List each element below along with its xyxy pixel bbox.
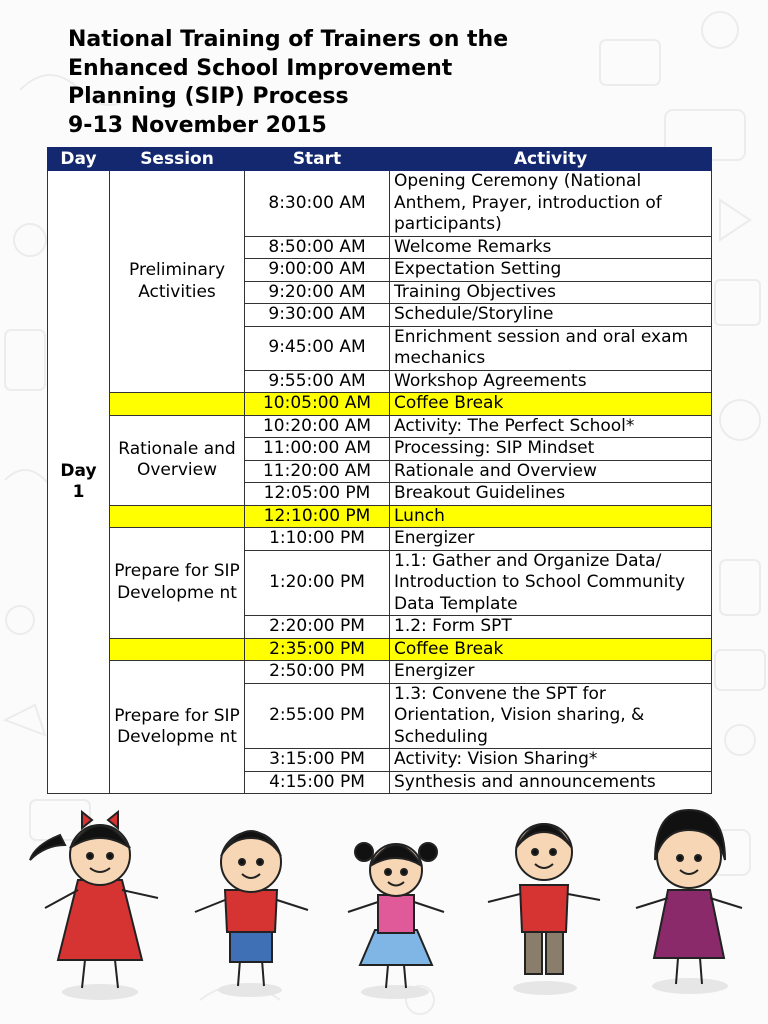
activity-cell: Expectation Setting bbox=[390, 259, 712, 282]
start-cell: 9:55:00 AM bbox=[245, 370, 390, 393]
header-session: Session bbox=[110, 148, 245, 171]
children-illustration bbox=[0, 790, 768, 1024]
title-line-4: 9-13 November 2015 bbox=[68, 112, 327, 138]
header-day: Day bbox=[48, 148, 110, 171]
start-cell: 3:15:00 PM bbox=[245, 749, 390, 772]
activity-cell: 1.2: Form SPT bbox=[390, 616, 712, 639]
start-cell: 9:45:00 AM bbox=[245, 326, 390, 370]
start-cell: 11:00:00 AM bbox=[245, 438, 390, 461]
session-prepare-1: Prepare for SIP Developme nt bbox=[110, 528, 245, 639]
activity-cell: Enrichment session and oral exam mechanics bbox=[390, 326, 712, 370]
day-label: Day bbox=[60, 460, 97, 481]
start-cell: 12:05:00 PM bbox=[245, 483, 390, 506]
session-preliminary: Preliminary Activities bbox=[110, 171, 245, 393]
table-row bbox=[48, 171, 712, 237]
session-blank-cell bbox=[110, 505, 245, 528]
activity-cell: Lunch bbox=[390, 505, 712, 528]
break-row bbox=[48, 638, 712, 661]
schedule-table bbox=[47, 147, 712, 794]
kid-girl-purple-dress bbox=[636, 810, 742, 984]
activity-cell: Schedule/Storyline bbox=[390, 304, 712, 327]
activity-cell: Coffee Break bbox=[390, 393, 712, 416]
start-cell: 9:00:00 AM bbox=[245, 259, 390, 282]
table-header-row bbox=[48, 148, 712, 171]
start-cell: 8:30:00 AM bbox=[245, 171, 390, 237]
activity-cell: Activity: Vision Sharing* bbox=[390, 749, 712, 772]
start-cell: 2:35:00 PM bbox=[245, 638, 390, 661]
start-cell: 2:50:00 PM bbox=[245, 661, 390, 684]
activity-cell: Energizer bbox=[390, 661, 712, 684]
title-line-1: National Training of Trainers on the bbox=[68, 27, 509, 52]
start-cell: 9:30:00 AM bbox=[245, 304, 390, 327]
start-cell: 4:15:00 PM bbox=[245, 771, 390, 794]
table-row bbox=[48, 415, 712, 438]
activity-cell: Processing: SIP Mindset bbox=[390, 438, 712, 461]
table-row bbox=[48, 528, 712, 551]
start-cell: 10:05:00 AM bbox=[245, 393, 390, 416]
title-line-2: Enhanced School Improvement bbox=[68, 55, 453, 81]
start-cell: 2:20:00 PM bbox=[245, 616, 390, 639]
activity-cell: Workshop Agreements bbox=[390, 370, 712, 393]
start-cell: 10:20:00 AM bbox=[245, 415, 390, 438]
activity-cell: Training Objectives bbox=[390, 281, 712, 304]
document-title bbox=[68, 26, 708, 140]
start-cell: 8:50:00 AM bbox=[245, 236, 390, 259]
start-cell: 9:20:00 AM bbox=[245, 281, 390, 304]
activity-cell: Coffee Break bbox=[390, 638, 712, 661]
kid-boy-grey-pants bbox=[488, 824, 600, 974]
activity-cell: Synthesis and announcements bbox=[390, 771, 712, 794]
session-rationale: Rationale and Overview bbox=[110, 415, 245, 505]
activity-cell: Welcome Remarks bbox=[390, 236, 712, 259]
header-activity: Activity bbox=[390, 148, 712, 171]
break-row bbox=[48, 393, 712, 416]
activity-cell: Opening Ceremony (National Anthem, Prayer, introduction of participants) bbox=[390, 171, 712, 237]
start-cell: 12:10:00 PM bbox=[245, 505, 390, 528]
session-blank-cell bbox=[110, 393, 245, 416]
break-row bbox=[48, 505, 712, 528]
start-cell: 2:55:00 PM bbox=[245, 683, 390, 749]
day-cell bbox=[48, 171, 110, 794]
table-row bbox=[48, 661, 712, 684]
day-number: 1 bbox=[72, 482, 85, 502]
start-cell: 1:20:00 PM bbox=[245, 550, 390, 616]
header-start: Start bbox=[245, 148, 390, 171]
session-prepare-2: Prepare for SIP Developme nt bbox=[110, 661, 245, 794]
start-cell: 11:20:00 AM bbox=[245, 460, 390, 483]
title-line-3: Planning (SIP) Process bbox=[68, 84, 349, 109]
activity-cell: Breakout Guidelines bbox=[390, 483, 712, 506]
kid-girl-blue-skirt bbox=[348, 843, 444, 988]
activity-cell: Energizer bbox=[390, 528, 712, 551]
kid-girl-red-dress bbox=[30, 812, 158, 988]
kid-boy-blue-shorts bbox=[195, 831, 308, 986]
activity-cell: Activity: The Perfect School* bbox=[390, 415, 712, 438]
activity-cell: 1.1: Gather and Organize Data/ Introduction to School Community Data Template bbox=[390, 550, 712, 616]
activity-cell: Rationale and Overview bbox=[390, 460, 712, 483]
start-cell: 1:10:00 PM bbox=[245, 528, 390, 551]
session-blank-cell bbox=[110, 638, 245, 661]
activity-cell: 1.3: Convene the SPT for Orientation, Vision sharing, & Scheduling bbox=[390, 683, 712, 749]
